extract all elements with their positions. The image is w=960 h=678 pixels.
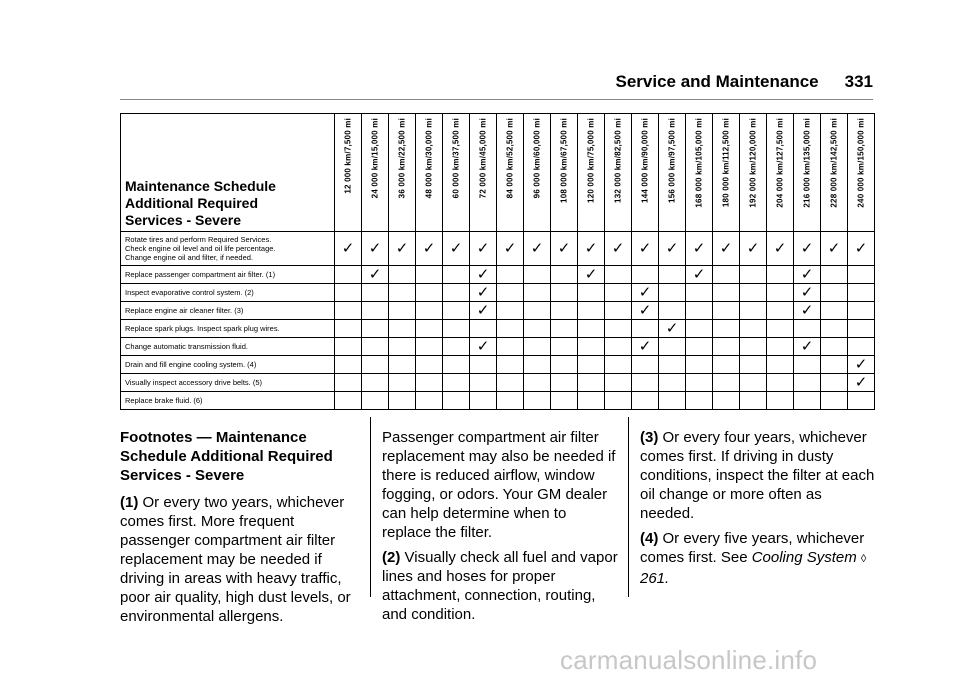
empty-cell (632, 392, 659, 410)
interval-label: 240 000 km/150,000 mi (856, 118, 866, 208)
empty-cell (416, 374, 443, 392)
service-description: Replace engine air cleaner filter. (3) (121, 302, 335, 320)
check-mark-icon: ✓ (632, 284, 659, 302)
interval-label: 216 000 km/135,000 mi (802, 118, 812, 208)
empty-cell (362, 356, 389, 374)
empty-cell (335, 320, 362, 338)
service-description: Drain and fill engine cooling system. (4) (121, 356, 335, 374)
empty-cell (713, 284, 740, 302)
footnote-4 (640, 529, 880, 588)
empty-cell (794, 320, 821, 338)
empty-cell (605, 302, 632, 320)
check-mark-icon: ✓ (686, 232, 713, 266)
empty-cell (578, 374, 605, 392)
interval-column-header (524, 114, 551, 232)
table-header-row (121, 114, 875, 232)
check-mark-icon: ✓ (578, 232, 605, 266)
empty-cell (443, 338, 470, 356)
table-row (121, 284, 875, 302)
empty-cell (551, 356, 578, 374)
interval-column-header (443, 114, 470, 232)
check-mark-icon: ✓ (362, 266, 389, 284)
empty-cell (524, 320, 551, 338)
empty-cell (686, 356, 713, 374)
empty-cell (821, 284, 848, 302)
footnote-1-number: (1) (120, 494, 139, 511)
check-mark-icon: ✓ (740, 232, 767, 266)
interval-label: 36 000 km/22,500 mi (397, 118, 407, 199)
empty-cell (416, 392, 443, 410)
interval-column-header (794, 114, 821, 232)
check-mark-icon: ✓ (848, 232, 875, 266)
footnote-3-text: Or every four years, whichever comes first. If driving in dusty conditions, inspect the filter at each oil change or more often as needed. (640, 429, 875, 522)
empty-cell (362, 338, 389, 356)
empty-cell (794, 392, 821, 410)
check-mark-icon: ✓ (794, 232, 821, 266)
empty-cell (713, 302, 740, 320)
interval-column-header (470, 114, 497, 232)
check-mark-icon: ✓ (578, 266, 605, 284)
check-mark-icon: ✓ (362, 232, 389, 266)
empty-cell (497, 302, 524, 320)
page-reference-icon: ◊ (860, 553, 867, 565)
empty-cell (821, 356, 848, 374)
empty-cell (524, 266, 551, 284)
empty-cell (848, 338, 875, 356)
empty-cell (362, 320, 389, 338)
empty-cell (389, 374, 416, 392)
empty-cell (335, 284, 362, 302)
empty-cell (578, 302, 605, 320)
maintenance-schedule-table (120, 113, 875, 410)
interval-label: 120 000 km/75,000 mi (586, 118, 596, 203)
empty-cell (767, 266, 794, 284)
empty-cell (659, 302, 686, 320)
empty-cell (443, 266, 470, 284)
empty-cell (794, 374, 821, 392)
empty-cell (470, 356, 497, 374)
interval-label: 96 000 km/60,000 mi (532, 118, 542, 199)
service-description: Visually inspect accessory drive belts. (5) (121, 374, 335, 392)
footnote-4-end: . (665, 570, 670, 587)
empty-cell (443, 374, 470, 392)
empty-cell (335, 356, 362, 374)
page-number: 331 (844, 72, 873, 91)
empty-cell (524, 374, 551, 392)
check-mark-icon: ✓ (794, 266, 821, 284)
table-row (121, 302, 875, 320)
empty-cell (605, 320, 632, 338)
interval-column-header (578, 114, 605, 232)
empty-cell (848, 392, 875, 410)
check-mark-icon: ✓ (443, 232, 470, 266)
column-divider (370, 417, 371, 597)
empty-cell (740, 374, 767, 392)
empty-cell (659, 356, 686, 374)
empty-cell (578, 356, 605, 374)
check-mark-icon: ✓ (848, 356, 875, 374)
interval-column-header (686, 114, 713, 232)
empty-cell (605, 392, 632, 410)
empty-cell (416, 266, 443, 284)
footnote-1-text: Or every two years, whichever comes first. More frequent passenger compartment air filter replacement may be needed if driving in areas with heavy traffic, poor air quality, high dust levels, or environmental allergens. (120, 494, 351, 625)
interval-label: 144 000 km/90,000 mi (640, 118, 650, 203)
interval-column-header (335, 114, 362, 232)
check-mark-icon: ✓ (767, 232, 794, 266)
empty-cell (740, 338, 767, 356)
footnotes-title: Footnotes — Maintenance Schedule Additional Required Services - Severe (120, 429, 333, 484)
empty-cell (470, 374, 497, 392)
empty-cell (497, 374, 524, 392)
service-description: Replace passenger compartment air filter. (1) (121, 266, 335, 284)
empty-cell (848, 266, 875, 284)
empty-cell (605, 374, 632, 392)
service-description: Replace brake fluid. (6) (121, 392, 335, 410)
empty-cell (389, 284, 416, 302)
footnote-2 (382, 548, 618, 624)
check-mark-icon: ✓ (632, 302, 659, 320)
empty-cell (551, 392, 578, 410)
footnote-3 (640, 428, 880, 523)
empty-cell (443, 392, 470, 410)
check-mark-icon: ✓ (470, 302, 497, 320)
empty-cell (713, 266, 740, 284)
empty-cell (686, 320, 713, 338)
table-row (121, 392, 875, 410)
interval-label: 228 000 km/142,500 mi (829, 118, 839, 208)
cooling-system-page[interactable]: 261 (640, 570, 666, 587)
empty-cell (605, 266, 632, 284)
empty-cell (659, 266, 686, 284)
interval-column-header (362, 114, 389, 232)
check-mark-icon: ✓ (713, 232, 740, 266)
empty-cell (416, 320, 443, 338)
interval-label: 108 000 km/67,500 mi (559, 118, 569, 203)
empty-cell (497, 338, 524, 356)
empty-cell (389, 320, 416, 338)
interval-label: 180 000 km/112,500 mi (721, 118, 731, 208)
footnote-1 (120, 493, 360, 626)
empty-cell (443, 284, 470, 302)
empty-cell (794, 356, 821, 374)
empty-cell (821, 320, 848, 338)
empty-cell (389, 392, 416, 410)
empty-cell (848, 302, 875, 320)
empty-cell (632, 356, 659, 374)
header-rule (120, 99, 873, 100)
check-mark-icon: ✓ (470, 338, 497, 356)
service-description: Replace spark plugs. Inspect spark plug wires. (121, 320, 335, 338)
empty-cell (497, 356, 524, 374)
empty-cell (713, 392, 740, 410)
check-mark-icon: ✓ (659, 320, 686, 338)
empty-cell (497, 266, 524, 284)
interval-label: 24 000 km/15,000 mi (370, 118, 380, 199)
empty-cell (551, 374, 578, 392)
empty-cell (740, 356, 767, 374)
empty-cell (335, 392, 362, 410)
empty-cell (632, 320, 659, 338)
table-title: Maintenance Schedule Additional Required Services - Severe (121, 114, 335, 232)
service-description: Rotate tires and perform Required Services. Check engine oil level and oil life percentage. Change engine oil and filter, if needed. (121, 232, 335, 266)
empty-cell (740, 320, 767, 338)
empty-cell (470, 320, 497, 338)
empty-cell (605, 338, 632, 356)
empty-cell (821, 338, 848, 356)
empty-cell (767, 284, 794, 302)
empty-cell (524, 392, 551, 410)
empty-cell (821, 302, 848, 320)
column-divider (628, 417, 629, 597)
empty-cell (551, 302, 578, 320)
check-mark-icon: ✓ (848, 374, 875, 392)
empty-cell (767, 392, 794, 410)
interval-label: 48 000 km/30,000 mi (424, 118, 434, 199)
footnotes-column-3 (640, 428, 880, 594)
interval-label: 168 000 km/105,000 mi (694, 118, 704, 208)
interval-label: 192 000 km/120,000 mi (748, 118, 758, 208)
empty-cell (335, 374, 362, 392)
empty-cell (578, 284, 605, 302)
empty-cell (335, 338, 362, 356)
interval-label: 72 000 km/45,000 mi (478, 118, 488, 199)
interval-column-header (605, 114, 632, 232)
empty-cell (821, 392, 848, 410)
empty-cell (443, 320, 470, 338)
empty-cell (713, 356, 740, 374)
watermark: carmanualsonline.info (560, 645, 818, 675)
empty-cell (578, 338, 605, 356)
interval-column-header (848, 114, 875, 232)
interval-column-header (821, 114, 848, 232)
check-mark-icon: ✓ (551, 232, 578, 266)
check-mark-icon: ✓ (470, 266, 497, 284)
empty-cell (713, 374, 740, 392)
interval-label: 84 000 km/52,500 mi (505, 118, 515, 199)
check-mark-icon: ✓ (794, 302, 821, 320)
footnote-2-text: Visually check all fuel and vapor lines and hoses for proper attachment, connection, routing, and condition. (382, 549, 618, 623)
empty-cell (524, 302, 551, 320)
empty-cell (740, 392, 767, 410)
empty-cell (335, 266, 362, 284)
interval-column-header (713, 114, 740, 232)
empty-cell (659, 338, 686, 356)
service-description: Change automatic transmission fluid. (121, 338, 335, 356)
empty-cell (767, 320, 794, 338)
empty-cell (578, 320, 605, 338)
empty-cell (389, 302, 416, 320)
check-mark-icon: ✓ (632, 232, 659, 266)
empty-cell (416, 284, 443, 302)
empty-cell (686, 392, 713, 410)
interval-column-header (389, 114, 416, 232)
empty-cell (659, 392, 686, 410)
empty-cell (632, 374, 659, 392)
empty-cell (551, 266, 578, 284)
footnote-1-continued: Passenger compartment air filter replacement may also be needed if there is reduced airflow, window fogging, or odors. Your GM dealer can help determine when to replace the filter. (382, 429, 616, 541)
empty-cell (740, 302, 767, 320)
empty-cell (497, 284, 524, 302)
check-mark-icon: ✓ (659, 232, 686, 266)
footnote-2-number: (2) (382, 549, 401, 566)
interval-column-header (416, 114, 443, 232)
check-mark-icon: ✓ (470, 232, 497, 266)
empty-cell (362, 374, 389, 392)
empty-cell (686, 302, 713, 320)
empty-cell (497, 392, 524, 410)
cooling-system-link[interactable]: Cooling System (751, 549, 857, 566)
table-row (121, 374, 875, 392)
empty-cell (767, 302, 794, 320)
check-mark-icon: ✓ (470, 284, 497, 302)
empty-cell (821, 266, 848, 284)
empty-cell (524, 284, 551, 302)
interval-label: 156 000 km/97,500 mi (667, 118, 677, 203)
empty-cell (821, 374, 848, 392)
footnotes-column-1 (120, 428, 360, 632)
table-row (121, 338, 875, 356)
check-mark-icon: ✓ (416, 232, 443, 266)
empty-cell (551, 284, 578, 302)
empty-cell (416, 338, 443, 356)
interval-label: 204 000 km/127,500 mi (775, 118, 785, 208)
footnotes-column-2 (382, 428, 618, 630)
empty-cell (416, 356, 443, 374)
empty-cell (551, 320, 578, 338)
check-mark-icon: ✓ (524, 232, 551, 266)
check-mark-icon: ✓ (497, 232, 524, 266)
check-mark-icon: ✓ (389, 232, 416, 266)
empty-cell (686, 284, 713, 302)
interval-column-header (632, 114, 659, 232)
empty-cell (659, 374, 686, 392)
empty-cell (443, 302, 470, 320)
empty-cell (713, 320, 740, 338)
empty-cell (713, 338, 740, 356)
interval-column-header (740, 114, 767, 232)
empty-cell (416, 302, 443, 320)
interval-column-header (497, 114, 524, 232)
table-body (121, 232, 875, 410)
empty-cell (767, 356, 794, 374)
interval-column-header (551, 114, 578, 232)
empty-cell (848, 320, 875, 338)
empty-cell (767, 374, 794, 392)
interval-label: 60 000 km/37,500 mi (451, 118, 461, 199)
empty-cell (740, 266, 767, 284)
interval-label: 132 000 km/82,500 mi (613, 118, 623, 203)
check-mark-icon: ✓ (632, 338, 659, 356)
empty-cell (389, 266, 416, 284)
footnote-3-number: (3) (640, 429, 659, 446)
empty-cell (470, 392, 497, 410)
check-mark-icon: ✓ (794, 284, 821, 302)
empty-cell (605, 284, 632, 302)
check-mark-icon: ✓ (794, 338, 821, 356)
empty-cell (848, 284, 875, 302)
empty-cell (497, 320, 524, 338)
empty-cell (686, 338, 713, 356)
empty-cell (443, 356, 470, 374)
empty-cell (632, 266, 659, 284)
section-title: Service and Maintenance (615, 72, 819, 91)
empty-cell (605, 356, 632, 374)
interval-column-header (767, 114, 794, 232)
check-mark-icon: ✓ (335, 232, 362, 266)
empty-cell (551, 338, 578, 356)
check-mark-icon: ✓ (686, 266, 713, 284)
empty-cell (362, 284, 389, 302)
check-mark-icon: ✓ (605, 232, 632, 266)
footnote-4-text: Or every five years, whichever comes first. See (640, 530, 865, 566)
empty-cell (740, 284, 767, 302)
interval-column-header (659, 114, 686, 232)
empty-cell (686, 374, 713, 392)
table-row (121, 232, 875, 266)
service-description: Inspect evaporative control system. (2) (121, 284, 335, 302)
table-row (121, 356, 875, 374)
empty-cell (659, 284, 686, 302)
empty-cell (524, 356, 551, 374)
empty-cell (362, 392, 389, 410)
table-row (121, 266, 875, 284)
empty-cell (524, 338, 551, 356)
empty-cell (335, 302, 362, 320)
empty-cell (767, 338, 794, 356)
empty-cell (578, 392, 605, 410)
empty-cell (389, 338, 416, 356)
check-mark-icon: ✓ (821, 232, 848, 266)
table-row (121, 320, 875, 338)
page-header (120, 72, 873, 92)
empty-cell (362, 302, 389, 320)
empty-cell (389, 356, 416, 374)
footnote-4-number: (4) (640, 530, 659, 547)
interval-label: 12 000 km/7,500 mi (343, 118, 353, 194)
